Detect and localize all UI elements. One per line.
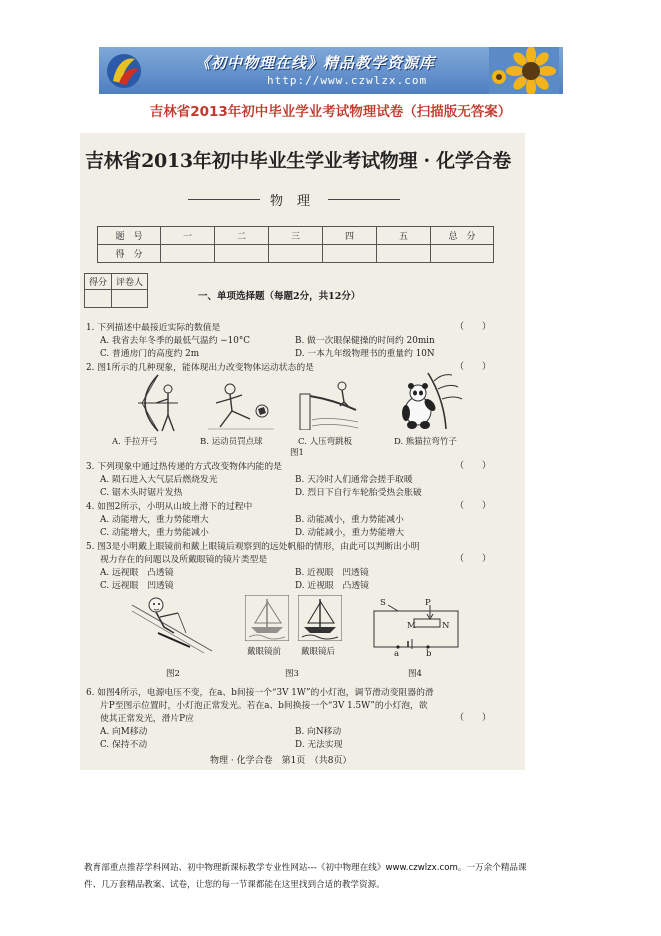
figure-label: 图4 [408, 669, 422, 679]
option: B. 近视眼 凹透镜 [295, 568, 369, 578]
question-stem-cont: 使其正常发光，滑片P应 [100, 714, 194, 724]
option: D. 近视眼 凸透镜 [295, 581, 369, 591]
question-stem: 5. 图3是小明戴上眼镜前和戴上眼镜后观察到的远处帆船的情形，由此可以判断出小明 [86, 542, 420, 552]
document-title: 吉林省2013年初中毕业学业考试物理试卷（扫描版无答案） [149, 104, 512, 120]
site-promo-note [84, 860, 584, 894]
scanned-exam-page [80, 133, 525, 770]
sailboat-blurry-illustration [245, 595, 289, 641]
option: A. 向M移动 [100, 727, 148, 737]
divider [328, 199, 400, 200]
table-row [98, 245, 494, 263]
score-cell [215, 245, 269, 263]
option: B. 天冷时人们通常会搓手取暖 [295, 475, 413, 485]
option: C. 普通房门的高度约 2m [100, 349, 200, 359]
score-header: 题 号 [98, 227, 161, 245]
site-banner [99, 47, 563, 94]
diving-board-illustration [298, 378, 360, 430]
question-stem: 2. 图1所示的几种现象，能体现出力改变物体运动状态的是 [86, 363, 314, 373]
promo-line: 件、几万套精品教案、试卷，让您的每一节课都能在这里找到合适的教学资源。 [84, 880, 385, 890]
score-header: 五 [377, 227, 431, 245]
option: D. 动能减小，重力势能增大 [295, 528, 405, 538]
score-table [97, 226, 494, 263]
figure-caption: D. 熊猫拉弯竹子 [394, 437, 457, 447]
score-header: 总 分 [431, 227, 494, 245]
circuit-label-p: P [425, 598, 431, 608]
grader-cell [85, 290, 112, 308]
table-row [85, 290, 148, 308]
divider [188, 199, 260, 200]
score-header: 三 [269, 227, 323, 245]
score-header: 一 [161, 227, 215, 245]
option: B. 做一次眼保健操的时间约 20min [295, 336, 435, 346]
score-cell [431, 245, 494, 263]
answer-paren: （ ） [455, 713, 492, 723]
section-heading: 一、单项选择题（每题2分，共12分） [198, 291, 361, 302]
circuit-label-n: N [442, 621, 450, 631]
sunflower-icon [489, 47, 559, 94]
answer-paren: （ ） [455, 362, 492, 372]
option: A. 陨石进入大气层后燃烧发光 [100, 475, 218, 485]
figure-label: 图1 [290, 448, 304, 458]
figure-caption: A. 手拉开弓 [112, 437, 158, 447]
grader-table [84, 273, 148, 308]
question-stem: 1. 下列描述中最接近实际的数值是 [86, 323, 221, 333]
grader-header: 得分 [85, 274, 112, 290]
option: C. 动能增大，重力势能减小 [100, 528, 209, 538]
archer-illustration [128, 373, 180, 433]
score-row-label: 得 分 [98, 245, 161, 263]
figure-caption: 戴眼镜前 [247, 647, 282, 657]
table-row [98, 227, 494, 245]
score-header: 四 [323, 227, 377, 245]
option: D. 无法实现 [295, 740, 343, 750]
score-cell [377, 245, 431, 263]
circuit-label-m: M [407, 621, 416, 631]
exam-title: 吉林省2013年初中毕业生学业考试物理 · 化学合卷 [85, 150, 511, 172]
grader-header: 评卷人 [112, 274, 148, 290]
answer-paren: （ ） [455, 501, 492, 511]
circuit-label-a: a [394, 649, 400, 659]
promo-line: 教育部重点推荐学科网站、初中物理新课标教学专业性网站---《初中物理在线》www.czwlzx.com。一万余个精品课 [84, 863, 527, 873]
skier-illustration [130, 593, 214, 655]
page-footer: 物理 · 化学合卷 第1页 （共8页） [210, 756, 352, 766]
sailboat-clear-illustration [298, 595, 342, 641]
question-stem: 3. 下列现象中通过热传递的方式改变物体内能的是 [86, 462, 282, 472]
option: B. 动能减小，重力势能减小 [295, 515, 404, 525]
question-stem-cont: 视力存在的问题以及所戴眼镜的镜片类型是 [100, 555, 268, 565]
figure-label: 图3 [285, 669, 299, 679]
option: C. 锯木头时锯片发热 [100, 488, 183, 498]
question-stem: 6. 如图4所示，电源电压不变，在a、b间接一个“3V 1W”的小灯泡，调节滑动变阻器的滑 [86, 688, 434, 698]
figure-caption: 戴眼镜后 [301, 647, 336, 657]
option: A. 动能增大，重力势能增大 [100, 515, 209, 525]
question-stem-cont: 片P至图示位置时，小灯泡正常发光。若在a、b间换接一个“3V 1.5W”的小灯泡，欲 [100, 701, 428, 711]
table-row [85, 274, 148, 290]
circuit-label-s: S [380, 598, 386, 608]
option: D. 烈日下自行车轮胎受热会胀破 [295, 488, 422, 498]
panda-bamboo-illustration [398, 369, 464, 431]
answer-paren: （ ） [455, 461, 492, 471]
answer-paren: （ ） [455, 554, 492, 564]
score-header: 二 [215, 227, 269, 245]
option: D. 一本九年级物理书的重量约 10N [295, 349, 435, 359]
score-cell [323, 245, 377, 263]
option: C. 远视眼 凹透镜 [100, 581, 174, 591]
option: B. 向N移动 [295, 727, 342, 737]
question-stem: 4. 如图2所示，小明从山坡上滑下的过程中 [86, 502, 253, 512]
banner-title: 《初中物理在线》精品教学资源库 [195, 54, 436, 72]
option: A. 远视眼 凸透镜 [100, 568, 174, 578]
option: C. 保持不动 [100, 740, 148, 750]
site-logo-icon [105, 51, 143, 90]
answer-paren: （ ） [455, 322, 492, 332]
score-cell [269, 245, 323, 263]
subject-label: 物理 [270, 194, 325, 209]
circuit-label-b: b [426, 649, 432, 659]
figure-caption: C. 人压弯跳板 [298, 437, 353, 447]
banner-url[interactable]: http://www.czwlzx.com [267, 74, 428, 87]
grader-cell [112, 290, 148, 308]
figure-label: 图2 [166, 669, 180, 679]
football-player-illustration [208, 381, 274, 431]
figure-caption: B. 运动员罚点球 [200, 437, 263, 447]
option: A. 我省去年冬季的最低气温约 −10°C [100, 336, 250, 346]
score-cell [161, 245, 215, 263]
